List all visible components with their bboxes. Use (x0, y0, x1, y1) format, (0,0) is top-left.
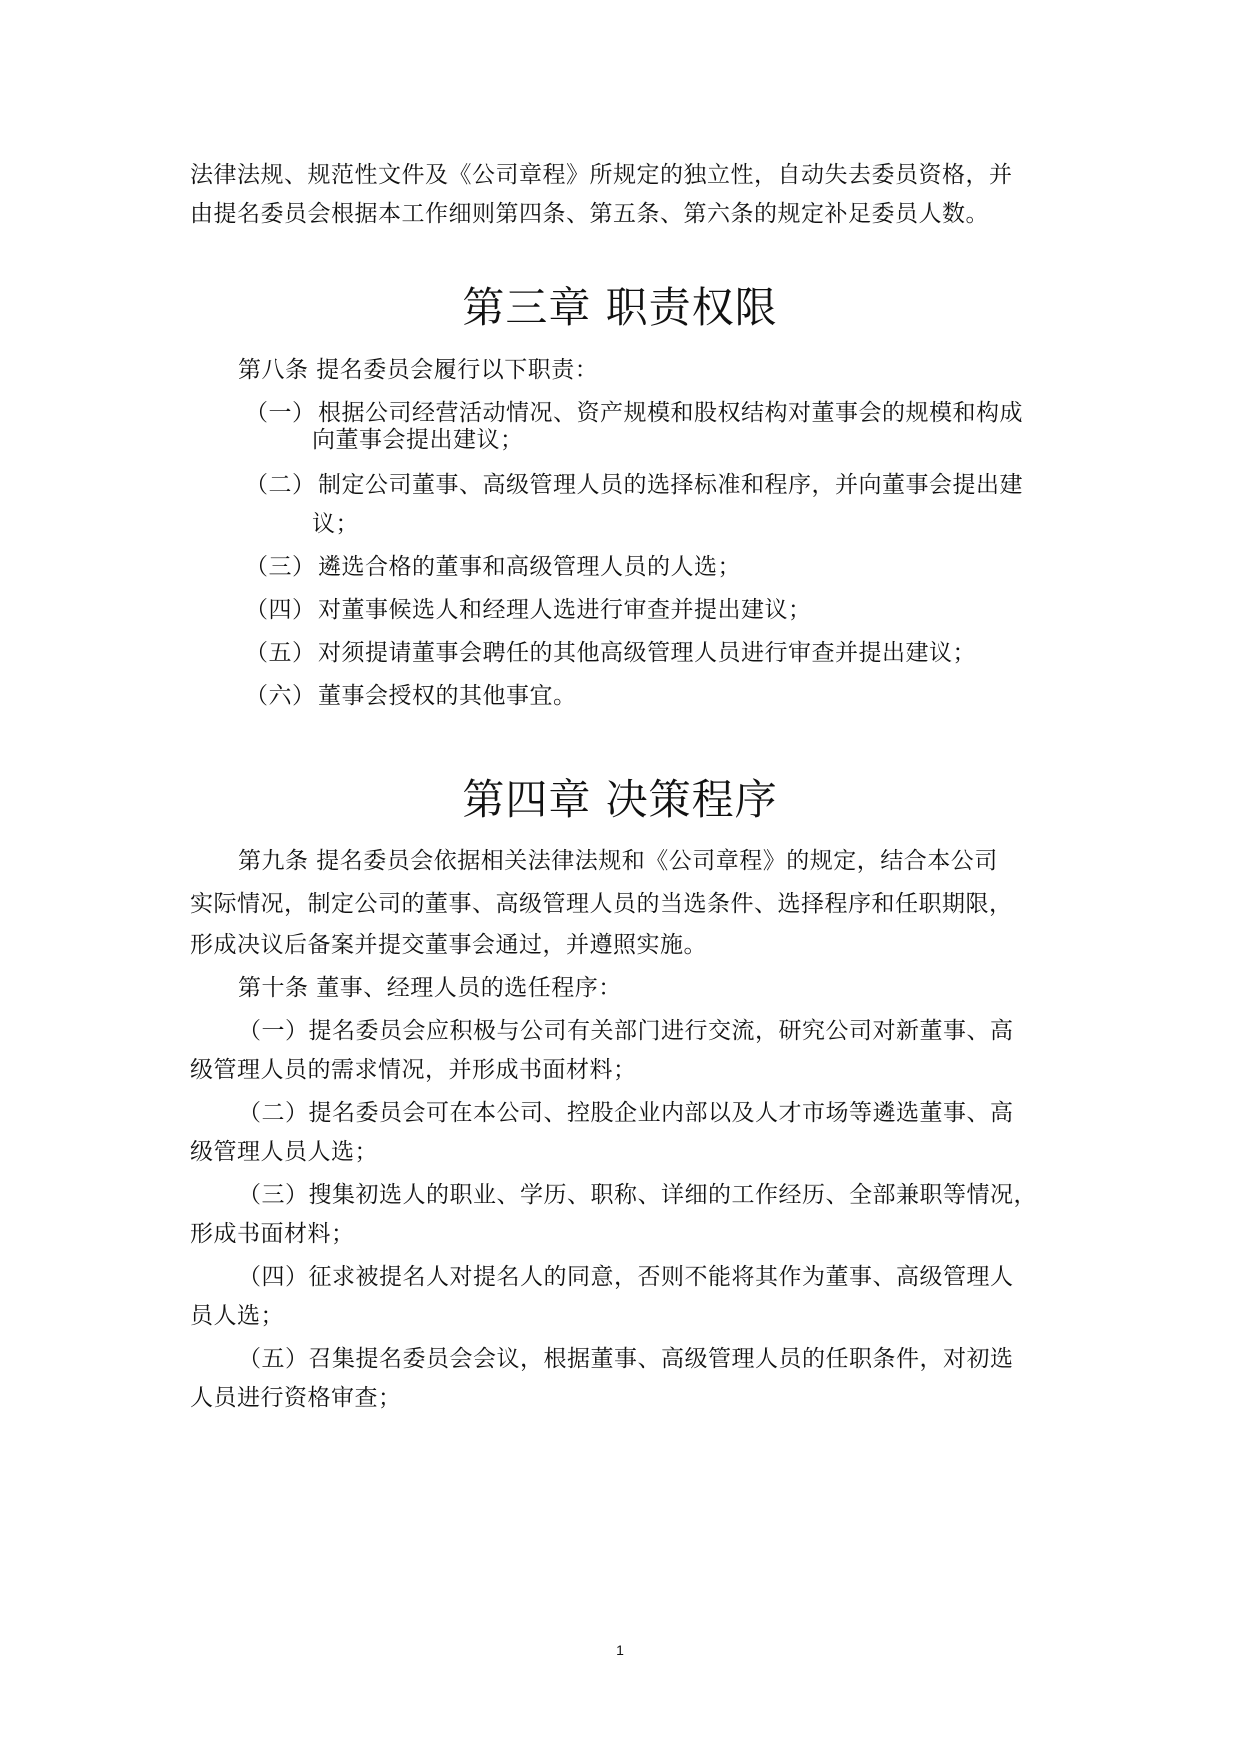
page-number: 1 (616, 1642, 624, 1658)
procedure-item-line: （三）搜集初选人的职业、学历、职称、详细的工作经历、全部兼职等情况， (238, 1182, 1037, 1208)
procedure-item-line: 形成书面材料； (190, 1221, 355, 1247)
item-text: 遴选合格的董事和高级管理人员的人选； (318, 554, 741, 580)
item-text: 对董事候选人和经理人选进行审查并提出建议； (318, 597, 812, 623)
article-8: 第八条 提名委员会履行以下职责： (238, 357, 599, 383)
item-text: 制定公司董事、高级管理人员的选择标准和程序，并向董事会提出建 (318, 472, 1023, 498)
procedure-item-line: 级管理人员人选； (190, 1139, 378, 1165)
procedure-item-line: 级管理人员的需求情况，并形成书面材料； (190, 1057, 637, 1083)
chapter-4-title: 第四章 决策程序 (462, 775, 778, 824)
procedure-item-line: 人员进行资格审查； (190, 1385, 402, 1411)
procedure-item-line: （一）提名委员会应积极与公司有关部门进行交流，研究公司对新董事、高 (238, 1018, 1014, 1044)
item-number: （五） (245, 640, 316, 666)
item-continuation: 议； (312, 511, 359, 537)
item-text: 对须提请董事会聘任的其他高级管理人员进行审查并提出建议； (318, 640, 976, 666)
article-9-line: 第九条 提名委员会依据相关法律法规和《公司章程》的规定，结合本公司 (238, 848, 998, 874)
item-number: （一） (245, 400, 316, 426)
item-number: （二） (245, 472, 316, 498)
procedure-item-line: （二）提名委员会可在本公司、控股企业内部以及人才市场等遴选董事、高 (238, 1100, 1014, 1126)
procedure-item-line: （五）召集提名委员会会议，根据董事、高级管理人员的任职条件，对初选 (238, 1346, 1014, 1372)
paragraph-line: 由提名委员会根据本工作细则第四条、第五条、第六条的规定补足委员人数。 (190, 201, 989, 227)
item-text: 董事会授权的其他事宜。 (318, 683, 577, 709)
chapter-3-title: 第三章 职责权限 (462, 283, 778, 332)
item-number: （四） (245, 597, 316, 623)
article-9-line: 实际情况，制定公司的董事、高级管理人员的当选条件、选择程序和任职期限， (190, 891, 1013, 917)
paragraph-line: 法律法规、规范性文件及《公司章程》所规定的独立性，自动失去委员资格，并 (190, 162, 1013, 188)
procedure-item-line: 员人选； (190, 1303, 284, 1329)
item-continuation: 向董事会提出建议； (312, 427, 524, 453)
article-9-line: 形成决议后备案并提交董事会通过，并遵照实施。 (190, 932, 707, 958)
article-10: 第十条 董事、经理人员的选任程序： (238, 975, 622, 1001)
item-number: （三） (245, 554, 316, 580)
item-text: 根据公司经营活动情况、资产规模和股权结构对董事会的规模和构成 (318, 400, 1023, 426)
item-number: （六） (245, 683, 316, 709)
procedure-item-line: （四）征求被提名人对提名人的同意，否则不能将其作为董事、高级管理人 (238, 1264, 1014, 1290)
